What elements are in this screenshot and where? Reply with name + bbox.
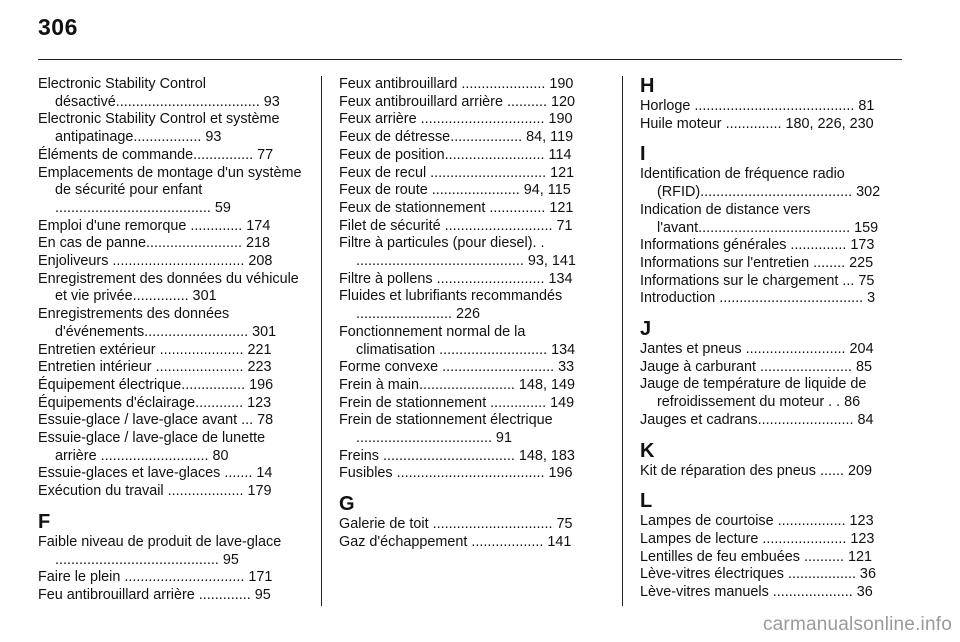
index-entry	[640, 237, 904, 255]
index-entry	[38, 534, 302, 569]
index-entry-text: Feux de détresse.................. 84, 119	[339, 129, 574, 146]
index-entry-text: Entretien intérieur ...................... 223	[38, 359, 272, 376]
index-entry	[339, 288, 603, 323]
index-entry-text: En cas de panne........................ 218	[38, 235, 270, 252]
index-entry	[38, 465, 302, 483]
index-entry	[640, 255, 904, 273]
index-entry-text: Enregistrement des données du véhicule et vie privée.............. 301	[38, 270, 299, 305]
index-entry	[38, 359, 302, 377]
index-entry	[640, 98, 904, 116]
index-entry-text: Huile moteur .............. 180, 226, 230	[640, 115, 874, 132]
index-entry-text: Electronic Stability Control et système antipatinage................. 93	[38, 111, 280, 146]
index-entry	[38, 76, 302, 111]
index-entry	[339, 324, 603, 359]
index-letter-heading: L	[640, 490, 653, 513]
index-entry-text: Emploi d'une remorque ............. 174	[38, 217, 271, 234]
index-entry	[339, 129, 603, 147]
index-entry	[640, 359, 904, 377]
index-entry-text: Fonctionnement normal de la climatisation ........................... 134	[339, 323, 576, 358]
index-entry-text: Équipement électrique................ 196	[38, 376, 274, 393]
index-letter-heading: J	[640, 318, 652, 341]
index-entry	[38, 569, 302, 587]
index-entry-text: Lampes de courtoise ................. 123	[640, 513, 874, 530]
index-entry-text: Galerie de toit .............................. 75	[339, 516, 573, 533]
index-entry	[640, 412, 904, 430]
index-entry-text: Faire le plein .............................. 171	[38, 569, 273, 586]
index-column-1	[38, 76, 302, 605]
index-entry-text: Filtre à particules (pour diesel). . .......................................... 93, 141	[339, 235, 576, 270]
index-entry-text: Entretien extérieur ..................... 221	[38, 341, 272, 358]
index-entry	[339, 534, 603, 552]
index-entry	[640, 513, 904, 531]
index-entry-text: Informations générales .............. 173	[640, 237, 875, 254]
index-entry-text: Fusibles ..................................... 196	[339, 465, 573, 482]
index-entry-text: Feux de route ...................... 94, 115	[339, 182, 571, 199]
index-entry	[339, 182, 603, 200]
index-entry	[640, 116, 904, 134]
index-entry	[339, 235, 603, 270]
index-entry	[38, 235, 302, 253]
index-entry-text: Lentilles de feu embuées .......... 121	[640, 548, 872, 565]
index-entry-text: Filtre à pollens ........................... 134	[339, 270, 573, 287]
index-entry	[339, 395, 603, 413]
index-entry	[640, 202, 904, 237]
index-entry	[339, 218, 603, 236]
index-entry	[640, 566, 904, 584]
index-entry	[339, 271, 603, 289]
index-entry	[38, 395, 302, 413]
index-entry	[38, 430, 302, 465]
index-entry	[339, 200, 603, 218]
index-entry-text: Exécution du travail ................... 179	[38, 483, 272, 500]
index-entry	[339, 465, 603, 483]
header-rule	[38, 59, 902, 60]
index-entry	[38, 377, 302, 395]
index-entry-text: Identification de fréquence radio (RFID)...................................... 302	[640, 166, 881, 201]
index-entry-text: Feux de recul ............................. 121	[339, 164, 575, 181]
index-entry	[38, 147, 302, 165]
index-entry	[640, 531, 904, 549]
index-letter-heading: F	[38, 510, 51, 533]
index-entry-text: Essuie-glace / lave-glace avant ... 78	[38, 412, 274, 429]
index-entry-text: Frein de stationnement .............. 149	[339, 394, 575, 411]
index-entry-text: Lampes de lecture ..................... 123	[640, 530, 875, 547]
index-entry-text: Enjoliveurs ................................. 208	[38, 253, 273, 270]
index-entry-text: Introduction .................................... 3	[640, 290, 876, 307]
watermark: carmanualsonline.info	[762, 614, 952, 635]
index-entry	[339, 412, 603, 447]
index-entry-text: Electronic Stability Control désactivé.................................... 93	[38, 76, 280, 110]
index-entry	[38, 111, 302, 146]
index-entry-text: Gaz d'échappement .................. 141	[339, 533, 572, 550]
index-entry	[640, 273, 904, 291]
index-entry	[640, 166, 904, 201]
index-entry	[38, 483, 302, 501]
column-divider	[321, 76, 322, 606]
index-entry-text: Frein à main........................ 148, 149	[339, 376, 575, 393]
index-entry-text: Équipements d'éclairage............ 123	[38, 394, 272, 411]
index-letter-heading: K	[640, 439, 655, 462]
index-entry	[38, 165, 302, 218]
index-entry-text: Feux arrière ............................... 190	[339, 111, 573, 128]
index-entry	[38, 253, 302, 271]
index-entry	[640, 549, 904, 567]
index-entry-text: Essuie-glace / lave-glace de lunette arrière ........................... 80	[38, 430, 266, 464]
index-entry-text: Feux antibrouillard ..................... 190	[339, 76, 574, 92]
index-entry-text: Lève-vitres électriques ................. 36	[640, 566, 876, 583]
index-entry-text: Faible niveau de produit de lave-glace ......................................... 95	[38, 533, 282, 568]
index-entry-text: Jauges et cadrans........................ 84	[640, 411, 874, 428]
index-entry-text: Freins ................................. 148, 183	[339, 447, 575, 464]
index-entry-text: Horloge ........................................ 81	[640, 98, 875, 114]
index-entry-text: Feux de position......................... 114	[339, 146, 572, 163]
index-entry-text: Frein de stationnement électrique .................................. 91	[339, 412, 553, 447]
index-entry	[339, 448, 603, 466]
index-entry	[38, 271, 302, 306]
index-entry-text: Feux de stationnement .............. 121	[339, 199, 574, 216]
index-entry-text: Jantes et pneus ......................... 204	[640, 341, 874, 358]
index-entry-text: Emplacements de montage d'un système de sécurité pour enfant ....................................... 59	[38, 164, 302, 216]
index-letter-heading: G	[339, 493, 355, 516]
index-entry	[339, 111, 603, 129]
index-entry-text: Feu antibrouillard arrière ............. 95	[38, 586, 271, 603]
index-entry-text: Lève-vitres manuels .................... 36	[640, 584, 873, 601]
index-entry-text: Jauge à carburant ....................... 85	[640, 358, 872, 375]
index-entry	[640, 341, 904, 359]
index-entry-text: Filet de sécurité ........................... 71	[339, 217, 573, 234]
index-entry-text: Informations sur l'entretien ........ 225	[640, 254, 874, 271]
index-entry-text: Fluides et lubrifiants recommandés ........................ 226	[339, 288, 563, 323]
index-entry	[339, 94, 603, 112]
index-entry-text: Kit de réparation des pneus ...... 209	[640, 462, 872, 479]
index-entry	[339, 147, 603, 165]
index-entry-text: Jauge de température de liquide de refroidissement du moteur . . 86	[640, 376, 867, 411]
index-entry	[38, 587, 302, 605]
index-entry	[339, 516, 603, 534]
index-entry	[640, 463, 904, 481]
index-entry-text: Indication de distance vers l'avant...................................... 159	[640, 201, 879, 236]
index-entry	[339, 377, 603, 395]
index-entry-text: Essuie-glaces et lave-glaces ....... 14	[38, 465, 273, 482]
index-entry	[38, 412, 302, 430]
index-entry	[339, 165, 603, 183]
index-letter-heading: I	[640, 143, 646, 166]
page-number: 306	[38, 14, 78, 40]
index-entry-text: Forme convexe ............................ 33	[339, 359, 575, 376]
index-entry-text: Informations sur le chargement ... 75	[640, 272, 875, 289]
index-entry-text: Enregistrements des données d'événements.......................... 301	[38, 306, 277, 340]
index-column-2	[339, 76, 603, 552]
index-entry	[640, 376, 904, 411]
index-entry	[38, 218, 302, 236]
index-entry	[38, 342, 302, 360]
index-entry-text: Éléments de commande............... 77	[38, 146, 274, 163]
index-entry	[640, 290, 904, 308]
index-letter-heading: H	[640, 75, 655, 97]
index-entry	[38, 306, 302, 341]
index-entry	[339, 76, 603, 94]
index-entry	[339, 359, 603, 377]
index-entry	[640, 584, 904, 602]
column-divider	[622, 76, 623, 606]
index-entry-text: Feux antibrouillard arrière .......... 120	[339, 93, 575, 110]
index-column-3	[640, 76, 904, 602]
